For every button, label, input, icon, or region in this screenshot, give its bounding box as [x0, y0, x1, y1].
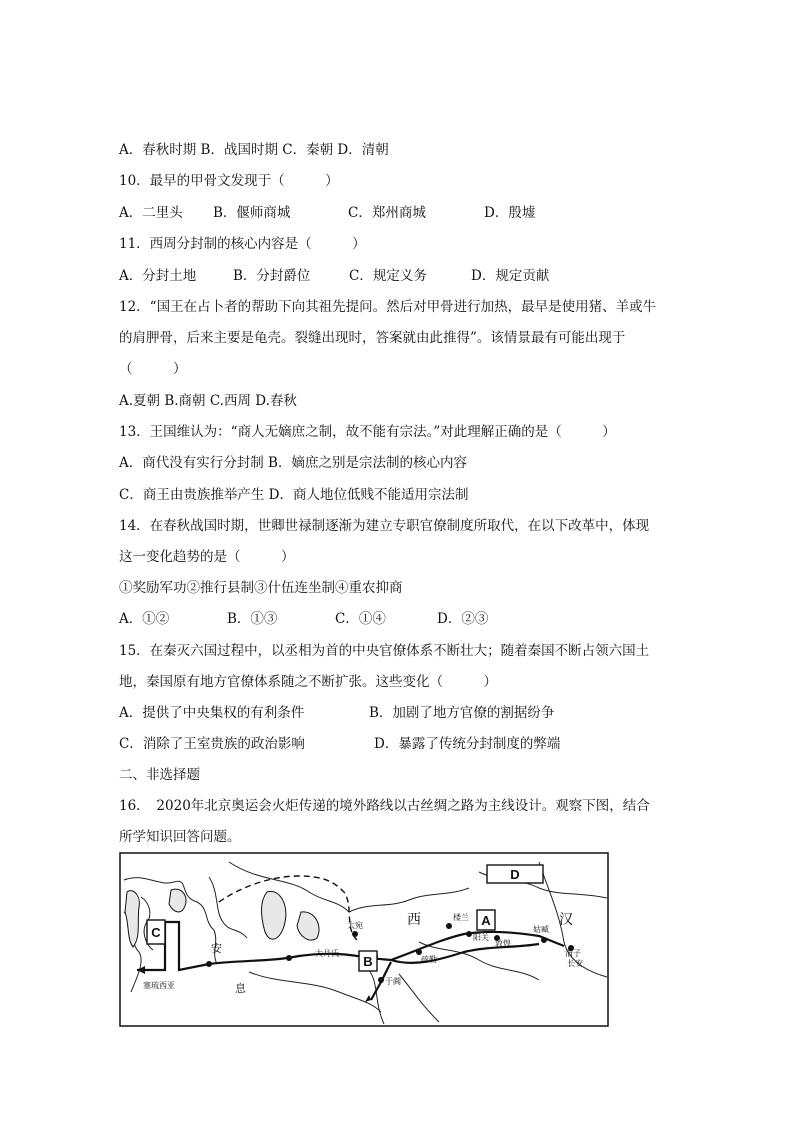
q15-option-c[interactable]: C．消除了王室贵族的政治影响	[119, 736, 305, 752]
q11-option-b[interactable]: B．分封爵位	[233, 268, 311, 284]
q16-stem-line2: 所学知识回答问题。	[119, 829, 241, 845]
map-label-b: B	[363, 954, 373, 969]
q12-options[interactable]: A.夏朝 B.商朝 C.西周 D.春秋	[119, 393, 297, 409]
silk-road-map	[119, 852, 609, 1027]
q15-options-line1	[119, 703, 554, 723]
q10-options	[119, 203, 535, 223]
map-label-a: A	[481, 913, 491, 928]
map-label-loulan: 楼兰	[453, 913, 469, 922]
q14-option-d[interactable]: D．②③	[437, 611, 489, 627]
q10-option-a[interactable]: A．二里头	[119, 205, 183, 221]
q11-option-a[interactable]: A．分封土地	[119, 268, 197, 284]
q13-options-line1[interactable]: A．商代没有实行分封制 B．嫡庶之别是宗法制的核心内容	[119, 455, 467, 471]
q11-stem: 11．西周分封制的核心内容是（ ）	[119, 236, 366, 252]
q14-stem-line1: 14．在春秋战国时期，世卿世禄制逐渐为建立专职官僚制度所取代，在以下改革中，体现	[119, 518, 650, 534]
q10-option-c[interactable]: C．郑州商城	[348, 205, 426, 221]
q14-option-a[interactable]: A．①②	[119, 611, 170, 627]
map-label-guzang: 姑臧	[533, 925, 549, 934]
q15-options-line2	[119, 734, 560, 754]
q10-option-b[interactable]: B．偃师商城	[213, 205, 291, 221]
q11-options	[119, 266, 549, 286]
q14-items: ①奖励军功②推行县制③什伍连坐制④重农抑商	[119, 580, 403, 596]
q12-stem-line1: 12．“国王在占卜者的帮助下向其祖先提问。然后对甲骨进行加热，最早是使用猪、羊或牛	[119, 299, 657, 315]
map-label-alexandria: 塞琉西亚	[143, 981, 175, 990]
q13-options-line2[interactable]: C．商王由贵族推举产生 D．商人地位低贱不能适用宗法制	[119, 487, 469, 503]
q11-option-c[interactable]: C．规定义务	[349, 268, 427, 284]
q15-stem-line1: 15．在秦灭六国过程中，以丞相为首的中央官僚体系不断壮大；随着秦国不断占领六国土	[119, 643, 650, 659]
map-label-xi: 西	[407, 912, 421, 928]
q11-option-d[interactable]: D．规定贡献	[471, 268, 550, 284]
map-label-dunhuang: 敦煌	[495, 939, 511, 948]
map-label-yutian: 于阗	[385, 977, 401, 986]
map-label-xi2: 息	[235, 982, 246, 995]
q14-option-b[interactable]: B．①③	[227, 611, 278, 627]
q10-option-d[interactable]: D．殷墟	[484, 205, 536, 221]
q12-stem-line2: 的肩胛骨，后来主要是龟壳。裂缝出现时，答案就由此推得”。该情景最有可能出现于	[119, 330, 626, 346]
q15-option-d[interactable]: D．暴露了传统分封制度的弊端	[374, 736, 561, 752]
map-label-changan: 长安	[567, 959, 583, 968]
q16-stem-line1: 16． 2020年北京奥运会火炬传递的境外路线以古丝绸之路为主线设计。观察下图，结合	[119, 798, 650, 814]
map-label-an: 安	[211, 942, 222, 955]
map-label-weizi: 渭子	[565, 949, 581, 958]
q13-stem: 13．王国维认为：“商人无嫡庶之制，故不能有宗法。”对此理解正确的是（ ）	[119, 424, 616, 440]
q10-stem: 10．最早的甲骨文发现于（ ）	[119, 173, 339, 189]
q12-stem-line3: （ ）	[119, 361, 187, 377]
q14-option-c[interactable]: C．①④	[335, 611, 386, 627]
map-label-c: C	[151, 925, 161, 940]
q9-options: A．春秋时期 B．战国时期 C．秦朝 D．清朝	[119, 142, 389, 158]
q14-stem-line2: 这一变化趋势的是（ ）	[119, 549, 295, 565]
map-label-d: D	[510, 867, 520, 882]
q14-options	[119, 609, 488, 629]
map-label-dawan: 大宛	[347, 921, 363, 930]
map-label-han: 汉	[559, 912, 573, 928]
map-label-yuzhi: 大月氏	[315, 949, 339, 958]
map-label-shule: 疏勒	[421, 955, 437, 964]
q15-option-b[interactable]: B．加剧了地方官僚的割据纷争	[369, 705, 555, 721]
q15-stem-line2: 地，秦国原有地方官僚体系随之不断扩张。这些变化（ ）	[119, 674, 497, 690]
map-label-yangguan: 阳关	[473, 933, 489, 942]
section-title: 二、非选择题	[119, 767, 200, 783]
q15-option-a[interactable]: A．提供了中央集权的有利条件	[119, 705, 305, 721]
